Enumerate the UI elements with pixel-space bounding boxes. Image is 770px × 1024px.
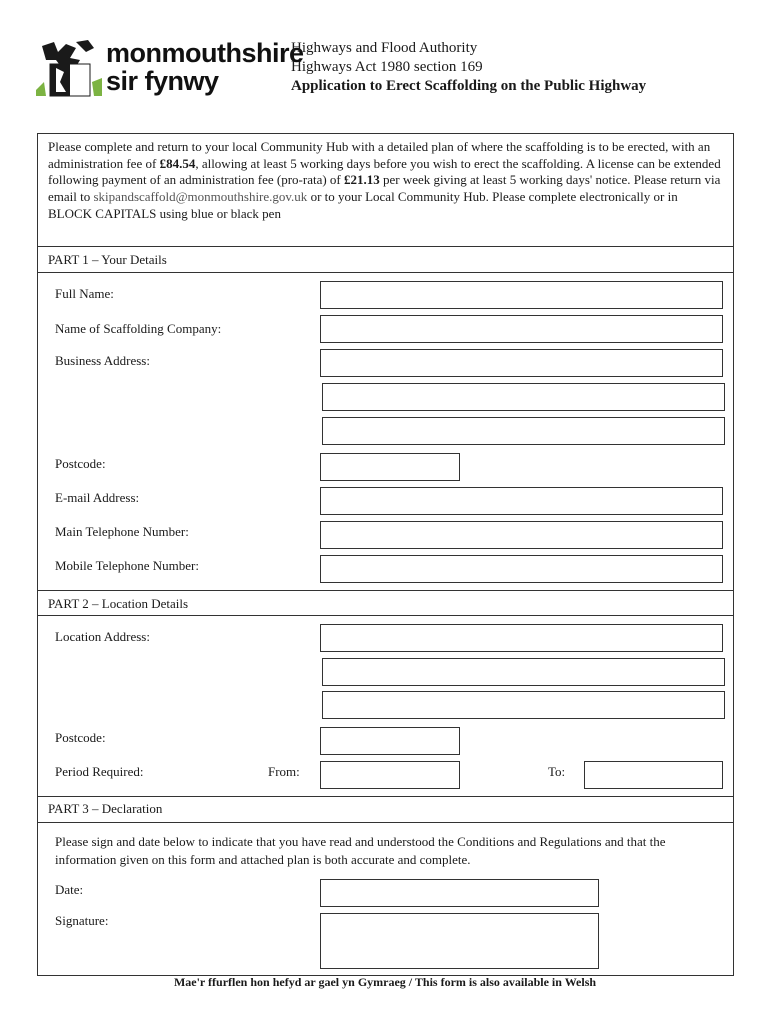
location-address-line1-field[interactable] — [320, 624, 723, 652]
business-postcode-field[interactable] — [320, 453, 460, 481]
divider — [37, 822, 734, 823]
email-label: E-mail Address: — [55, 490, 140, 505]
logo-text-english: monmouthshire — [106, 38, 304, 68]
location-postcode-label: Postcode: — [55, 730, 106, 745]
business-address-line1-field[interactable] — [320, 349, 723, 377]
divider — [37, 246, 734, 247]
divider — [37, 272, 734, 273]
part2-heading: PART 2 – Location Details — [48, 596, 189, 611]
mobile-phone-label: Mobile Telephone Number: — [55, 558, 199, 573]
business-address-label: Business Address: — [55, 353, 150, 368]
date-label: Date: — [55, 882, 84, 897]
dragon-logo-icon — [36, 38, 102, 98]
logo-text-welsh: sir fynwy — [106, 66, 219, 96]
welsh-availability-note: Mae'r ffurflen hon hefyd ar gael yn Gymraeg / This form is also available in Welsh — [173, 975, 597, 989]
company-label: Name of Scaffolding Company: — [55, 321, 222, 336]
admin-fee: £84.54 — [159, 155, 196, 171]
email-field[interactable] — [320, 487, 723, 515]
divider — [37, 590, 734, 591]
instructions-text: or to your Local Community Hub. Please complete electronically or in BLOCK CAPITALS using blue or black pen — [48, 189, 678, 221]
instructions-text: , allowing at least 5 working days before you wish to erect the scaffolding. A license can be extended following payment of an administration fee (pro-rata) of — [48, 155, 721, 188]
postcode-label: Postcode: — [55, 456, 106, 471]
location-address-line3-field[interactable] — [322, 691, 725, 719]
full-name-field[interactable] — [320, 281, 723, 309]
instructions — [48, 139, 723, 223]
declaration-text: Please sign and date below to indicate that you have read and understood the Conditions and Regulations and that the information given on this form and attached plan is both accurate and complete. — [55, 834, 666, 867]
part3-heading: PART 3 – Declaration — [48, 801, 163, 816]
divider — [37, 615, 734, 616]
instructions-text: per week giving at least 5 working days' notice. Please return via email to — [48, 172, 721, 205]
main-phone-field[interactable] — [320, 521, 723, 549]
date-field[interactable] — [320, 879, 599, 907]
signature-label: Signature: — [55, 913, 109, 928]
to-label: To: — [548, 764, 566, 779]
instructions-text: Please complete and return to your local Community Hub with a detailed plan of where the scaffolding is to be erected, with an administration fee of — [48, 139, 711, 171]
period-label: Period Required: — [55, 764, 144, 779]
company-field[interactable] — [320, 315, 723, 343]
mobile-phone-field[interactable] — [320, 555, 723, 583]
header-act: Highways Act 1980 section 169 — [291, 59, 483, 75]
location-address-label: Location Address: — [55, 629, 150, 644]
location-postcode-field[interactable] — [320, 727, 460, 755]
business-address-line2-field[interactable] — [322, 383, 725, 411]
part1-heading: PART 1 – Your Details — [48, 252, 167, 267]
contact-email-link[interactable]: skipandscaffold@monmouthshire.gov.uk — [93, 189, 308, 205]
period-to-field[interactable] — [584, 761, 723, 789]
main-phone-label: Main Telephone Number: — [55, 524, 189, 539]
header-authority: Highways and Flood Authority — [291, 40, 478, 56]
form-title: Application to Erect Scaffolding on the Public Highway — [291, 78, 647, 94]
signature-field[interactable] — [320, 913, 599, 969]
extension-fee: £21.13 — [344, 172, 380, 188]
council-logo — [36, 36, 304, 98]
full-name-label: Full Name: — [55, 286, 114, 301]
period-from-field[interactable] — [320, 761, 460, 789]
divider — [37, 796, 734, 797]
from-label: From: — [268, 764, 300, 779]
business-address-line3-field[interactable] — [322, 417, 725, 445]
location-address-line2-field[interactable] — [322, 658, 725, 686]
